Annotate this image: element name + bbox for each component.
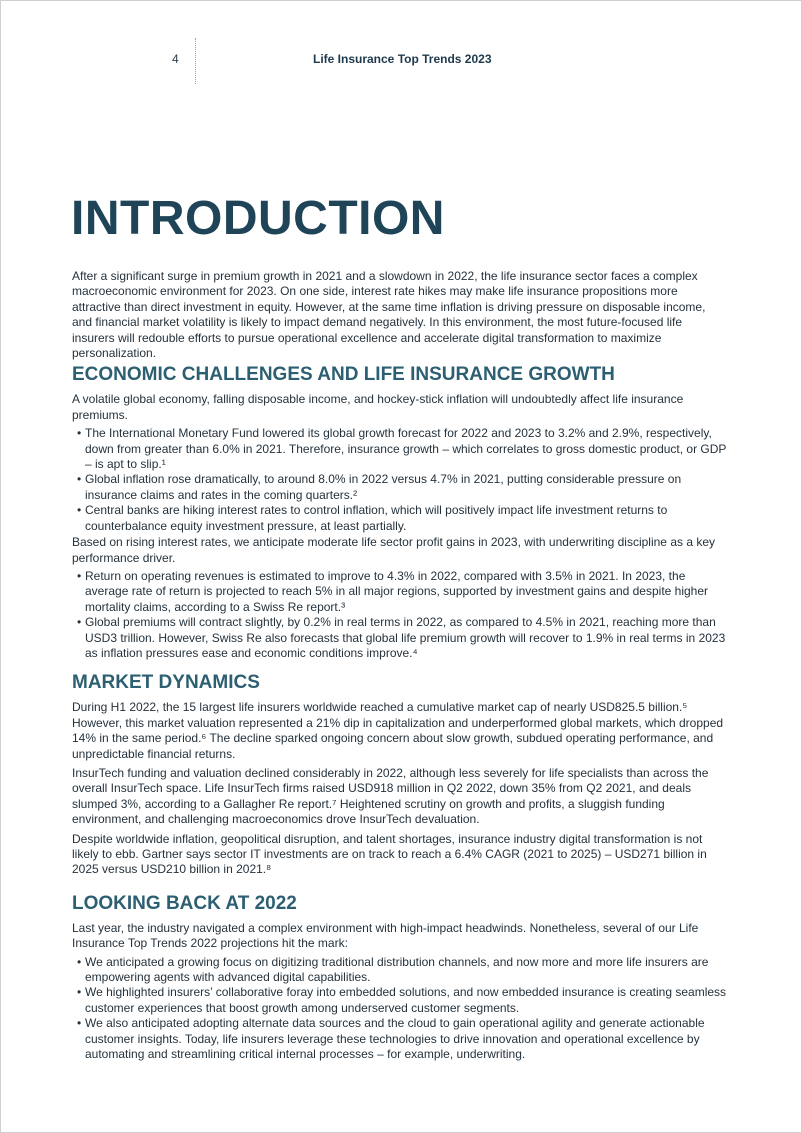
header-divider bbox=[195, 38, 196, 84]
body-content bbox=[72, 269, 728, 1063]
page-number: 4 bbox=[172, 52, 179, 66]
list-item: • Global premiums will contract slightly, by 0.2% in real terms in 2022, as compared to 4.5% in 2021, reaching more than USD3 trillion. However, Swiss Re also forecasts that global life premium growth will recover to 1.9% in real terms in 2023 as inflation pressures ease and economic conditions improve.⁴ bbox=[77, 615, 728, 661]
section-heading: MARKET DYNAMICS bbox=[72, 672, 260, 694]
section-market-dynamics bbox=[72, 672, 728, 877]
section-lead: Last year, the industry navigated a complex environment with high-impact headwinds. Nonetheless, several of our Life Insurance Top Trends 2022 projections hit the mark: bbox=[72, 920, 699, 951]
section-lead: A volatile global economy, falling disposable income, and hockey-stick inflation will undoubtedly affect life insurance premiums. bbox=[72, 392, 684, 422]
intro-paragraph: After a significant surge in premium growth in 2021 and a slowdown in 2022, the life insurance sector faces a complex macroeconomic environment for 2023. On one side, interest rate hikes may make life insurance propositions more attractive than direct investment in equity. However, at the same time inflation is driving pressure on disposable income, and financial market volatility is likely to impact demand negatively. In this environment, the most future-focused life insurers will redouble efforts to pursue operational excellence and accelerate digital transformation to maximize personalization. bbox=[72, 269, 706, 361]
list-item: • The International Monetary Fund lowered its global growth forecast for 2022 and 2023 to 3.2% and 2.9%, respectively, down from greater than 6.0% in 2021. Therefore, insurance growth – which correlates to gross domestic product, or GDP – is apt to slip.¹ bbox=[77, 426, 728, 472]
section-economic-challenges bbox=[72, 364, 728, 661]
running-header-title: Life Insurance Top Trends 2023 bbox=[313, 52, 492, 66]
page-title: INTRODUCTION bbox=[71, 192, 445, 245]
list-item: • We anticipated a growing focus on digitizing traditional distribution channels, and now more and more life insurers are empowering agents with advanced digital capabilities. bbox=[77, 955, 728, 986]
section-paragraph: Despite worldwide inflation, geopolitical disruption, and talent shortages, insurance industry digital transformation is not likely to ebb. Gartner says sector IT investments are on track to reach a 6.4% CAGR (2021 to 2025) – USD271 billion in 2025 versus USD210 billion in 2021.⁸ bbox=[72, 831, 707, 877]
list-item: • We highlighted insurers’ collaborative foray into embedded solutions, and now embedded insurance is creating seamless customer experiences that boost growth among underserved customer segments. bbox=[77, 985, 728, 1016]
list-item: • Global inflation rose dramatically, to around 8.0% in 2022 versus 4.7% in 2021, putting considerable pressure on insurance claims and rates in the coming quarters.² bbox=[77, 472, 728, 503]
section-paragraph: InsurTech funding and valuation declined considerably in 2022, although less severely for life specialists than across the overall InsurTech space. Life InsurTech firms raised USD918 million in Q2 2022, down 35% from Q2 2021, and deals slumped 3%, according to a Gallagher Re report.⁷ Heightened scrutiny on growth and profits, a sluggish funding environment, and challenging macroeconomics drove InsurTech devaluation. bbox=[72, 765, 709, 827]
bullet-list bbox=[77, 426, 728, 534]
list-item: • Return on operating revenues is estimated to improve to 4.3% in 2022, compared with 3.5% in 2021. In 2023, the average rate of return is projected to reach 5% in all major regions, supported by investment gains and despite higher mortality claims, according to a Swiss Re report.³ bbox=[77, 569, 728, 615]
list-item: • Central banks are hiking interest rates to control inflation, which will positively impact life investment returns to counterbalance equity investment pressure, at least partially. bbox=[77, 503, 728, 534]
section-heading: ECONOMIC CHALLENGES AND LIFE INSURANCE GROWTH bbox=[72, 364, 615, 386]
list-item: • We also anticipated adopting alternate data sources and the cloud to gain operational agility and generate actionable customer insights. Today, life insurers leverage these technologies to drive innovation and operational excellence by automating and streamlining critical internal processes – for example, underwriting. bbox=[77, 1016, 728, 1062]
section-looking-back bbox=[72, 893, 728, 1063]
section-paragraph: During H1 2022, the 15 largest life insurers worldwide reached a cumulative market cap of nearly USD825.5 billion.⁵ However, this market valuation represented a 21% dip in capitalization and underperformed global markets, which dropped 14% in the same period.⁶ The decline sparked ongoing concern about slow growth, subdued operating performance, and unpredictable financial returns. bbox=[72, 700, 724, 761]
bullet-list bbox=[77, 955, 728, 1063]
bullet-list bbox=[77, 569, 728, 661]
section-paragraph: Based on rising interest rates, we anticipate moderate life sector profit gains in 2023, with underwriting discipline as a key performance driver. bbox=[72, 535, 716, 565]
section-heading: LOOKING BACK AT 2022 bbox=[72, 892, 297, 914]
